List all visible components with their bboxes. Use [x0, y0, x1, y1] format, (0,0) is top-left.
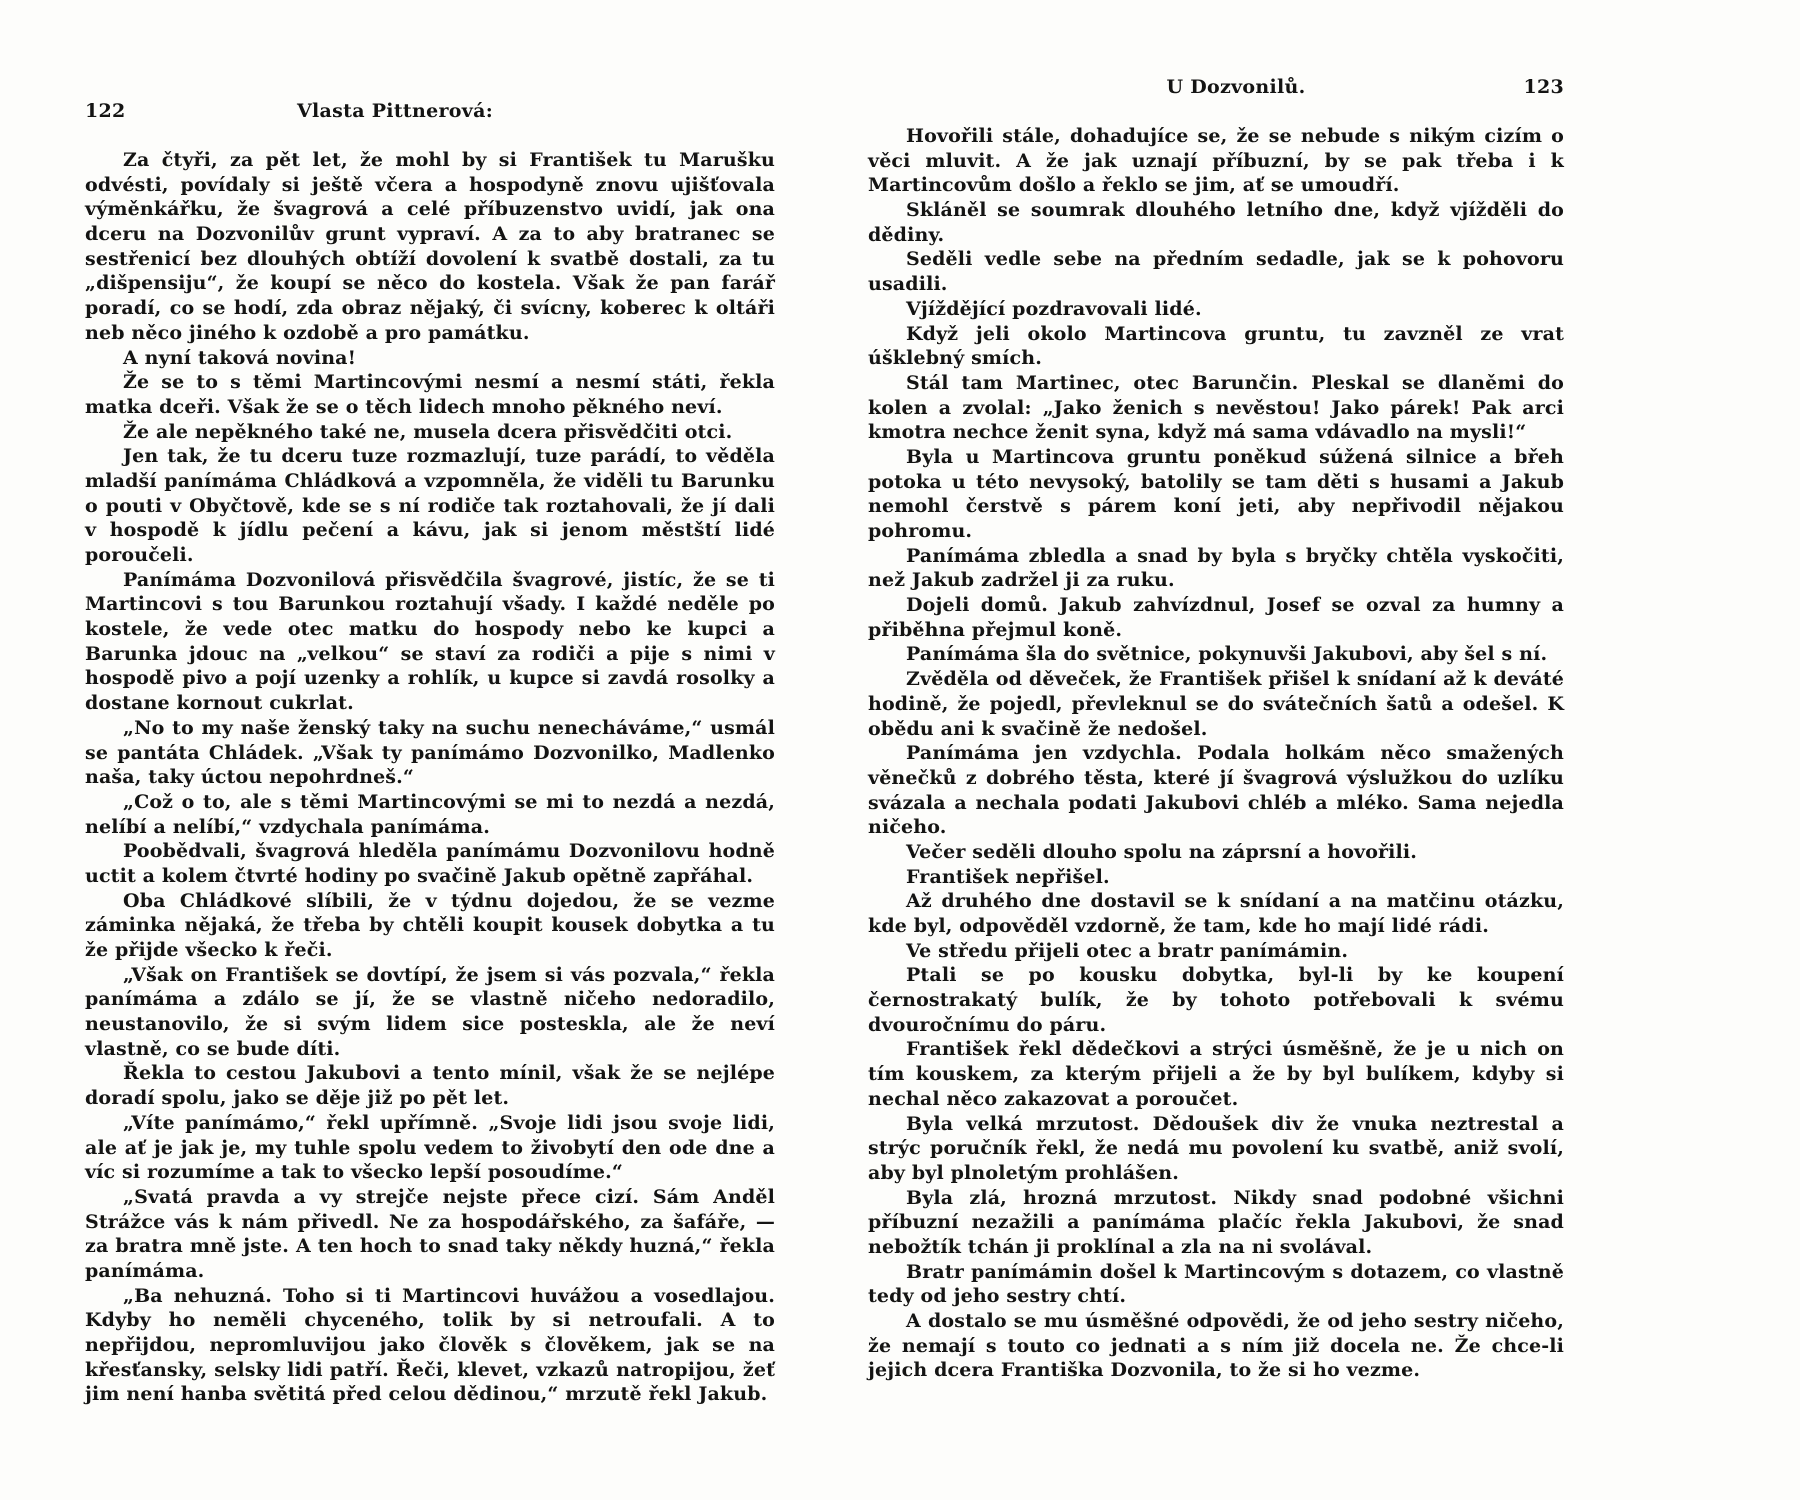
running-header-left: Vlasta Pittnerová: [296, 100, 494, 122]
paragraph: František nepřišel. [906, 865, 1110, 888]
paragraph: Řekla to cestou Jakubovi a tento mínil, však že se nejlépe doradí spolu, jako se děje již po pět let. [85, 1062, 775, 1110]
paragraph: Stál tam Martinec, otec Barunčin. Pleskal se dlaněmi do kolen a zvolal: „Jako ženich s nevěstou! Jako párek! Pak arci kmotra nechce ženit syna, když má sama vdávadlo na mysli!“ [868, 371, 1564, 444]
page-number-left: 122 [85, 100, 126, 122]
text-column-left [85, 148, 775, 1407]
text-column-right [868, 124, 1564, 1383]
paragraph: Panímáma Dozvonilová přisvědčila švagrové, jistíc, že se ti Martincovi s tou Barunkou roztahují všady. I každé neděle po kostele, že vede otec matku do hospody nebo ke kupci a Barunka jdouc na „velkou“ se staví za rodiči a pije s nimi v hospodě pivo a pojí uzenky a rohlík, u kupce si zavdá rosolky a dostane kornout cukrlat. [85, 568, 775, 715]
page-right [868, 76, 1564, 1383]
paragraph: Ve středu přijeli otec a bratr panímámin. [906, 939, 1349, 962]
paragraph: A dostalo se mu úsměšné odpovědi, že od jeho sestry ničeho, že nemají s touto co jednati a s ním již docela ne. Že chce-li jejich dcera Františka Dozvonila, to že si ho vezme. [868, 1310, 1564, 1382]
paragraph: Panímáma zbledla a snad by byla s bryčky chtěla vyskočiti, než Jakub zadržel ji za ruku. [868, 544, 1564, 592]
paragraph: Panímáma jen vzdychla. Podala holkám něco smažených věnečků z dobrého těsta, které jí švagrová výslužkou do uzlíku svázala a nechala podati Jakubovi chléb a mléko. Sama nejedla ničeho. [868, 742, 1564, 839]
paragraph: „Ba nehuzná. Toho si ti Martincovi huvážou a vosedlajou. Kdyby ho neměli chyceného, tolik by si netroufali. A to nepřijdou, nepromluvijou jako člověk s člověkem, jak se na křesťansky, selsky lidi patří. Řeči, klevet, vzkazů natropijou, žeť jim není hanba světitá před celou dědinou,“ mrzutě řekl Jakub. [85, 1284, 775, 1406]
paragraph: „No to my naše ženský taky na suchu nenecháváme,“ usmál se pantáta Chládek. „Však ty panímámo Dozvonilko, Madlenko naša, taky úctou nepohrdneš.“ [85, 716, 775, 789]
paragraph: „Což o to, ale s těmi Martincovými se mi to nezdá a nezdá, nelíbí a nelíbí,“ vzdychala panímáma. [85, 790, 775, 838]
paragraph: Skláněl se soumrak dlouhého letního dne, když vjížděli do dědiny. [868, 199, 1564, 246]
page-number-right: 123 [1523, 76, 1564, 98]
page-left-header [85, 100, 775, 122]
paragraph: Dojeli domů. Jakub zahvízdnul, Josef se ozval za humny a přiběhna přejmul koně. [868, 594, 1564, 641]
paragraph: Ptali se po kousku dobytka, byl-li by ke koupení černostrakatý bulík, že by tohoto potřebovali k svému dvouročnímu do páru. [868, 964, 1564, 1036]
paragraph: A nyní taková novina! [123, 346, 357, 369]
paragraph: Že ale nepěkného také ne, musela dcera přisvědčiti otci. [123, 420, 733, 443]
paragraph: Byla velká mrzutost. Dědoušek div že vnuka neztrestal a strýc poručník řekl, že nedá mu povolení ku svatbě, aniž svolí, aby byl plnoletým prohlášen. [868, 1112, 1564, 1184]
paragraph: Když jeli okolo Martincova gruntu, tu zavzněl ze vrat úšklebný smích. [868, 322, 1564, 370]
paragraph: Poobědvali, švagrová hleděla panímámu Dozvonilovu hodně uctit a kolem čtvrté hodiny po svačině Jakub opětně zapřáhal. [85, 840, 775, 887]
paragraph: Panímáma šla do světnice, pokynuvši Jakubovi, aby šel s ní. [906, 643, 1548, 666]
paragraph: „Víte panímámo,“ řekl upřímně. „Svoje lidi jsou svoje lidi, ale ať je jak je, my tuhle spolu vedem to živobytí den ode dne a víc si rozumíme a tak to všecko lepší posoudíme.“ [85, 1111, 775, 1184]
paragraph: František řekl dědečkovi a strýci úsměšně, že je u nich on tím kouskem, za kterým přijeli a že by byl bulíkem, kdyby si nechal něco zakazovat a poroučet. [868, 1038, 1564, 1110]
paragraph: Že se to s těmi Martincovými nesmí a nesmí státi, řekla matka dceři. Však že se o těch lidech mnoho pěkného neví. [85, 371, 775, 418]
paragraph: Oba Chládkové slíbili, že v týdnu dojedou, že se vezme záminka nějaká, že třeba by chtěli koupit kousek dobytka a tu že přijde všecko k řeči. [85, 889, 775, 961]
page-right-header [868, 76, 1564, 98]
paragraph: Jen tak, že tu dceru tuze rozmazlují, tuze parádí, to věděla mladší panímáma Chládková a vzpomněla, že viděli tu Barunku o pouti v Obyčtově, kde se s ní rodiče tak roztahovali, že jí dali v hospodě k jídlu pečení a kávu, jak si jenom městští lidé poroučeli. [85, 445, 775, 566]
paragraph: Bratr panímámin došel k Martincovým s dotazem, co vlastně tedy od jeho sestry chtí. [868, 1260, 1564, 1308]
page-left [85, 100, 775, 1407]
paragraph: Byla u Martincova gruntu poněkud súžená silnice a břeh potoka u této nevysoký, batolily se tam děti s husami a Jakub nemohl čerstvě s párem koní jeti, aby nepřivodil nějakou pohromu. [868, 445, 1564, 542]
paragraph: Hovořili stále, dohadujíce se, že se nebude s nikým cizím o věci mluvit. A že jak uznají příbuzní, by se pak třeba i k Martincovům došlo a řeklo se jim, ať se umoudří. [868, 125, 1564, 197]
paragraph: Byla zlá, hrozná mrzutost. Nikdy snad podobné všichni příbuzní nezažili a panímáma plačíc řekla Jakubovi, že snad nebožtík tchán ji proklínal a zla na ni svolával. [868, 1186, 1564, 1258]
paragraph: Až druhého dne dostavil se k snídaní a na matčinu otázku, kde byl, odpověděl vzdorně, že tam, kde ho mají lidé rádi. [868, 890, 1564, 937]
paragraph: „Však on František se dovtípí, že jsem si vás pozvala,“ řekla panímáma a zdálo se jí, že se vlastně ničeho nedoradilo, neustanovilo, že si svým lidem sice posteskla, ale že neví vlastně, co se bude díti. [85, 963, 775, 1060]
paragraph: Seděli vedle sebe na předním sedadle, jak se k pohovoru usadili. [868, 248, 1564, 296]
paragraph: Zvěděla od děveček, že František přišel k snídaní až k deváté hodině, že pojedl, převleknul se do svátečních šatů a odešel. K obědu ani k svačině že nedošel. [868, 668, 1564, 740]
paragraph: Za čtyři, za pět let, že mohl by si František tu Marušku odvésti, povídaly si ještě včera a hospodyně znovu ujišťovala výměnkářku, že švagrová a celé příbuzenstvo uvidí, jak ona dceru na Dozvonilův grunt vypraví. A za to aby bratranec se sestřenicí bez dlouhých obtíží dovolení k svatbě dostali, za tu „dišpensiju“, že koupí se něco do kostela. Však že pan farář poradí, co se hodí, zda obraz nějaký, či svícny, koberec k oltáři neb něco jiného k ozdobě a pro památku. [85, 149, 775, 344]
running-header-right: U Dozvonilů. [1166, 76, 1306, 98]
paragraph: Večer seděli dlouho spolu na záprsní a hovořili. [906, 840, 1418, 863]
paragraph: „Svatá pravda a vy strejče nejste přece cizí. Sám Anděl Strážce vás k nám přivedl. Ne za hospodářského, za šafáře, — za bratra mně jste. A ten hoch to snad taky někdy huzná,“ řekla panímáma. [85, 1185, 775, 1282]
paragraph: Vjíždějící pozdravovali lidé. [906, 297, 1202, 320]
